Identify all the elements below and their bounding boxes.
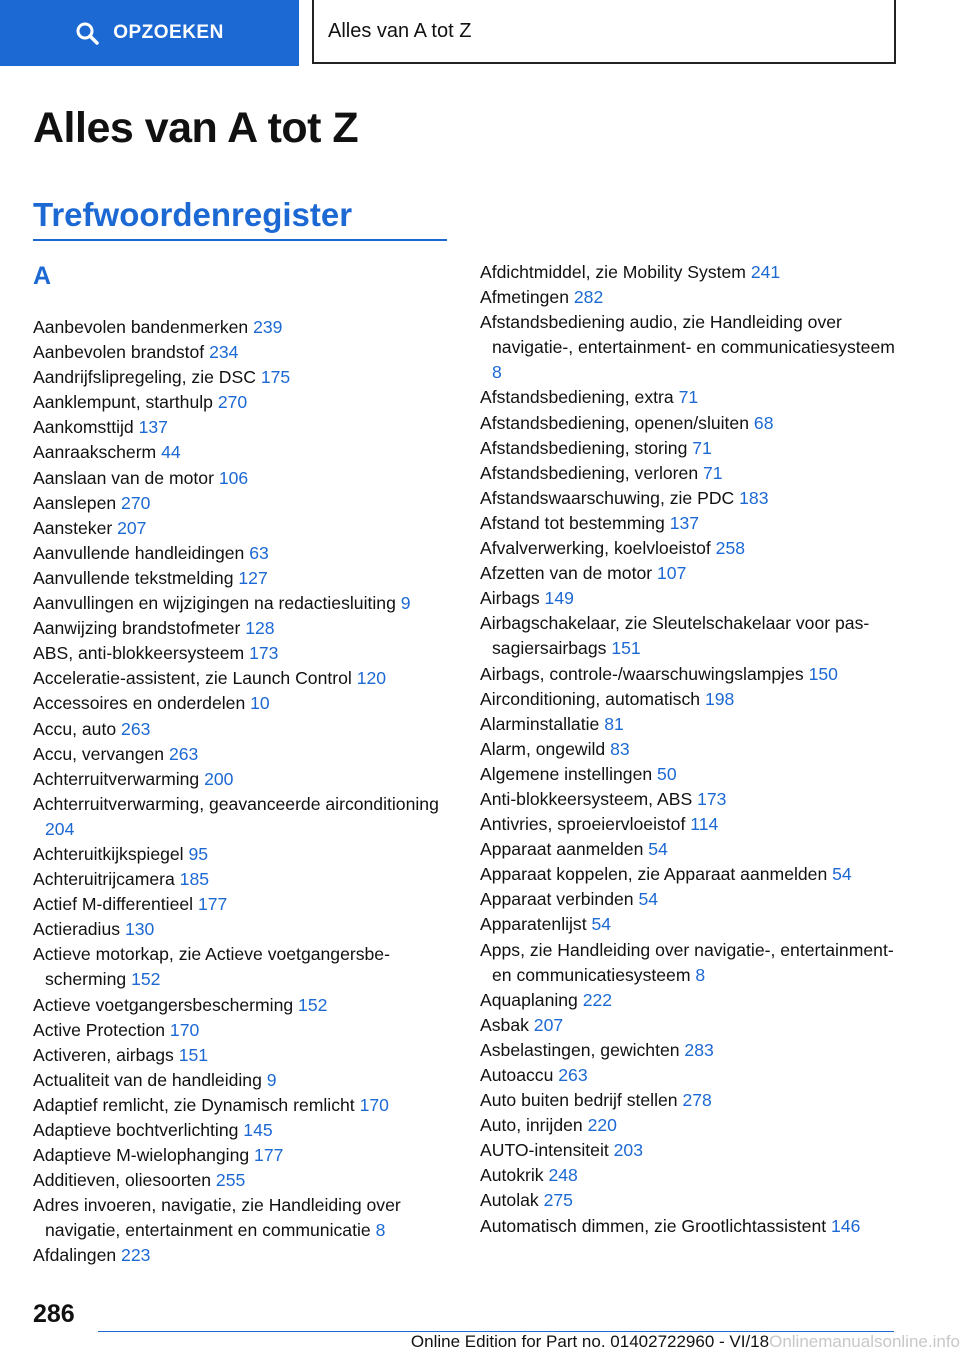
index-entry-page-link[interactable]: 177 [254, 1145, 284, 1166]
index-entry-page-link[interactable]: 9 [400, 593, 411, 614]
index-entry-page-link[interactable]: 10 [250, 693, 270, 714]
index-entry-page-link[interactable]: 222 [582, 989, 613, 1010]
index-entry [480, 762, 905, 787]
page-title: Alles van A tot Z [33, 104, 359, 152]
index-entry-page-link[interactable]: 207 [533, 1014, 564, 1035]
index-entry [33, 1143, 458, 1168]
index-entry [480, 561, 905, 586]
index-entry-page-link[interactable]: 150 [808, 663, 838, 684]
index-entry-page-link[interactable]: 198 [704, 688, 735, 709]
index-entry-text: Aanvullende handleidingen [33, 542, 245, 563]
index-entry [480, 712, 905, 737]
index-entry [33, 1193, 458, 1243]
index-entry-text: Apparaat aanmelden [480, 839, 644, 860]
index-entry [480, 1088, 905, 1113]
index-entry [33, 917, 458, 942]
index-entry [33, 666, 458, 691]
index-entry-page-link[interactable]: 255 [215, 1170, 246, 1191]
index-entry-text: Automatisch dimmen, zie Grootlichtassistent [480, 1215, 827, 1236]
index-entry [33, 892, 458, 917]
index-entry [33, 1168, 458, 1193]
index-entry [33, 767, 458, 792]
index-entry-page-link[interactable]: 173 [697, 788, 727, 809]
index-entry-page-link[interactable]: 95 [188, 843, 209, 864]
index-entry-text: Airbags [480, 588, 540, 609]
index-entry-page-link[interactable]: 234 [209, 342, 239, 363]
index-entry [480, 662, 905, 687]
index-entry-text: Apparaat verbinden [480, 889, 634, 910]
index-entry [33, 742, 458, 767]
breadcrumb[interactable]: Alles van A tot Z [312, 0, 896, 64]
index-entry [480, 586, 905, 611]
index-entry-page-link[interactable]: 149 [544, 588, 574, 609]
index-entry-text: Asbelastingen, gewichten [480, 1039, 680, 1060]
index-entry [33, 792, 458, 842]
index-entry-page-link[interactable]: 270 [217, 392, 248, 413]
index-entry-text: Actieradius [33, 919, 121, 940]
index-entry-text: Aquaplaning [480, 989, 578, 1010]
index-entry [33, 616, 458, 641]
index-entry-text: Auto, inrijden [480, 1115, 583, 1136]
index-entry-page-link[interactable]: 54 [591, 914, 612, 935]
index-entry-text: Apparatenlijst [480, 914, 587, 935]
index-entry-text: Afdalingen [33, 1245, 117, 1266]
index-entry-page-link[interactable]: 114 [690, 814, 719, 835]
index-entry-text: Afstandsbediening, openen/sluiten [480, 412, 750, 433]
top-bar [0, 0, 960, 66]
index-entry-text: Autoaccu [480, 1065, 554, 1085]
index-entry [33, 1118, 458, 1143]
index-entry [480, 1188, 905, 1213]
index-entry [33, 541, 458, 566]
index-entry-page-link[interactable]: 263 [121, 718, 151, 739]
index-entry [33, 466, 458, 491]
index-entry-text: Adaptieve bochtverlichting [33, 1120, 239, 1140]
index-entry-page-link[interactable]: 200 [204, 768, 234, 789]
index-entry-page-link[interactable]: 68 [753, 412, 774, 433]
index-entry-page-link[interactable]: 83 [610, 738, 630, 759]
index-entry-text: Afstandsbediening, storing [480, 437, 688, 458]
index-entry-text: Adres invoeren, navigatie, zie Handleiding over navigatie, entertainment en communicatie [33, 1195, 401, 1241]
index-entry-page-link[interactable]: 146 [831, 1215, 861, 1236]
index-entry-text: Adaptief remlicht, zie Dynamisch remlicht [33, 1094, 355, 1115]
index-entry-text: Achteruitkijkspiegel [33, 843, 184, 864]
index-entry [480, 1163, 905, 1188]
footer-edition: Online Edition for Part no. 01402722960 - VI/18 [410, 1332, 770, 1351]
index-entry-page-link[interactable]: 54 [648, 839, 668, 860]
index-entry [480, 260, 905, 285]
page-number: 286 [33, 1300, 75, 1328]
index-entry-text: Alarm, ongewild [480, 738, 606, 759]
index-entry-page-link[interactable]: 151 [611, 638, 641, 659]
index-entry-page-link[interactable]: 239 [253, 317, 283, 337]
index-entry-page-link[interactable]: 241 [750, 262, 781, 282]
index-entry [480, 837, 905, 862]
index-entry [33, 365, 458, 390]
index-entry [33, 516, 458, 541]
index-entry-page-link[interactable]: 128 [245, 618, 275, 639]
index-entry [33, 315, 458, 340]
index-entry-text: Afmetingen [480, 287, 569, 308]
index-entry-page-link[interactable]: 44 [161, 442, 181, 463]
index-entry-text: Autokrik [480, 1165, 544, 1186]
index-entry-page-link[interactable]: 173 [249, 643, 279, 664]
index-entry [480, 1063, 905, 1088]
index-entry-page-link[interactable]: 152 [298, 994, 328, 1015]
index-entry-text: Aansteker [33, 517, 113, 538]
index-entry-page-link[interactable]: 207 [117, 517, 147, 538]
index-entry-text: Anti-blokkeersysteem, ABS [480, 788, 693, 809]
index-entry-page-link[interactable]: 275 [543, 1190, 573, 1211]
index-entry-page-link[interactable]: 283 [684, 1039, 714, 1060]
index-entry [480, 1138, 905, 1163]
index-entry-text: Actieve voetgangersbescherming [33, 994, 294, 1015]
index-entry-text: Active Protection [33, 1019, 166, 1040]
index-column-right [480, 260, 905, 1239]
index-entry [480, 436, 905, 461]
index-entry [33, 491, 458, 516]
index-entry-text: Aanvullingen en wijzigingen na redactiesluiting [33, 593, 396, 614]
index-entry [33, 591, 458, 616]
index-entry [480, 912, 905, 937]
index-entry-page-link[interactable]: 185 [179, 869, 210, 890]
index-entry-text: Afstandsbediening, verloren [480, 462, 699, 483]
index-entry [33, 993, 458, 1018]
index-entry-page-link[interactable]: 263 [168, 743, 199, 764]
index-entry [480, 938, 905, 988]
index-entry-page-link[interactable]: 177 [197, 894, 228, 915]
index-entry [480, 687, 905, 712]
index-entry [33, 717, 458, 742]
index-entry-text: Aandrijfslipregeling, zie DSC [33, 367, 256, 388]
index-entry [480, 536, 905, 561]
index-entry [480, 1214, 905, 1239]
index-entry [33, 390, 458, 415]
index-entry [33, 440, 458, 465]
index-entry [480, 887, 905, 912]
index-entry-text: Additieven, oliesoorten [33, 1170, 212, 1191]
index-entry [33, 1243, 458, 1268]
index-entry-page-link[interactable]: 54 [832, 864, 852, 885]
index-entry-page-link[interactable]: 71 [678, 387, 699, 408]
index-entry-text: Aanwijzing brandstofmeter [33, 618, 241, 639]
index-entry-page-link[interactable]: 137 [669, 512, 700, 533]
index-entry-text: Acceleratie-assistent, zie Launch Control [33, 668, 352, 689]
index-entry-text: Airconditioning, automatisch [480, 688, 701, 709]
index-entry-text: Algemene instellingen [480, 763, 653, 784]
index-entry-text: Afstandswaarschuwing, zie PDC [480, 487, 735, 508]
index-entry [480, 511, 905, 536]
index-entry-text: Aanbevolen brandstof [33, 342, 205, 363]
index-entry-page-link[interactable]: 50 [657, 763, 677, 784]
index-entry [480, 862, 905, 887]
index-entry-text: Antivries, sproeiervloeistof [480, 814, 686, 835]
index-entry-text: AUTO-intensiteit [480, 1140, 609, 1161]
index-entry [480, 737, 905, 762]
index-entry-text: Aanklempunt, starthulp [33, 392, 213, 413]
index-entry-page-link[interactable]: 203 [613, 1140, 643, 1161]
index-entry [480, 1013, 905, 1038]
index-entry-page-link[interactable]: 151 [178, 1044, 209, 1065]
index-entry [33, 867, 458, 892]
index-entry [480, 1038, 905, 1063]
index-entry-text: Afstand tot bestemming [480, 512, 665, 533]
index-entry [480, 611, 905, 661]
index-letter: A [33, 262, 52, 290]
index-entry-text: Airbags, controle-/waarschuwingslampjes [480, 663, 804, 684]
index-entry [480, 812, 905, 837]
index-entry-text: Achterruitverwarming, geavanceerde airconditioning [33, 793, 439, 814]
index-entry-text: Adaptieve M-wielophanging [33, 1145, 250, 1166]
index-entry-page-link[interactable]: 282 [573, 287, 604, 308]
index-entry-page-link[interactable]: 8 [695, 964, 706, 985]
index-entry-page-link[interactable]: 223 [121, 1245, 151, 1266]
index-entry [480, 385, 905, 410]
index-entry-text: Auto buiten bedrijf stellen [480, 1090, 678, 1111]
index-entry-page-link[interactable]: 248 [548, 1165, 578, 1186]
index-entry-text: Afvalverwerking, koelvloeistof [480, 538, 711, 559]
index-entry-page-link[interactable]: 170 [359, 1094, 389, 1115]
index-column-left [33, 315, 458, 1269]
index-entry-page-link[interactable]: 137 [138, 417, 168, 438]
index-entry-text: Activeren, airbags [33, 1044, 174, 1065]
index-entry [33, 842, 458, 867]
index-entry [480, 285, 905, 310]
index-entry [480, 310, 905, 385]
index-entry-text: Alarminstallatie [480, 713, 600, 734]
index-entry-text: Accessoires en onderdelen [33, 693, 246, 714]
index-entry-text: Aanvullende tekstmelding [33, 567, 234, 588]
index-entry-page-link[interactable]: 175 [260, 367, 291, 388]
index-entry [33, 942, 458, 992]
index-entry-page-link[interactable]: 258 [715, 538, 746, 559]
index-entry-page-link[interactable]: 130 [124, 919, 155, 940]
index-entry-text: Aankomsttijd [33, 417, 134, 438]
index-entry-text: Aanslaan van de motor [33, 467, 214, 488]
index-entry [480, 787, 905, 812]
index-entry-page-link[interactable]: 54 [638, 889, 659, 910]
index-entry-page-link[interactable]: 145 [243, 1120, 273, 1140]
index-entry [480, 461, 905, 486]
index-entry-page-link[interactable]: 81 [604, 713, 624, 734]
index-entry-page-link[interactable]: 71 [703, 462, 723, 483]
index-entry-text: Afstandsbediening, extra [480, 387, 674, 408]
section-subtitle: Trefwoordenregister [33, 196, 353, 233]
index-entry [33, 415, 458, 440]
index-entry-page-link[interactable]: 152 [131, 969, 161, 990]
index-entry-page-link[interactable]: 63 [249, 542, 269, 563]
index-entry [33, 1068, 458, 1093]
index-entry-page-link[interactable]: 120 [356, 668, 387, 689]
index-entry [480, 486, 905, 511]
index-entry-text: Autolak [480, 1190, 539, 1211]
footer-site-mark: Onlinemanualsonline.info [769, 1332, 960, 1351]
index-entry-text: Afzetten van de motor [480, 563, 653, 584]
index-entry [33, 1018, 458, 1043]
index-entry-text: Apps, zie Handleiding over navigatie-, entertainment- en communicatiesysteem [480, 939, 894, 985]
index-entry-text: ABS, anti-blokkeersysteem [33, 643, 245, 664]
index-entry-page-link[interactable]: 183 [739, 487, 769, 508]
index-entry-text: Actief M-differentieel [33, 894, 194, 915]
index-entry-page-link[interactable]: 106 [218, 467, 249, 488]
index-entry [33, 691, 458, 716]
index-entry-page-link[interactable]: 8 [375, 1220, 386, 1241]
index-entry-text: Achterruitverwarming [33, 768, 200, 789]
index-entry-page-link[interactable]: 8 [492, 362, 502, 383]
footer [98, 1332, 960, 1352]
index-entry-page-link[interactable]: 107 [657, 563, 687, 584]
subtitle-underline [33, 239, 447, 241]
index-entry-page-link[interactable]: 9 [266, 1069, 277, 1090]
index-entry-page-link[interactable]: 278 [682, 1090, 712, 1111]
index-entry-text: Asbak [480, 1014, 529, 1035]
index-entry [33, 340, 458, 365]
index-entry-text: Accu, vervangen [33, 743, 165, 764]
index-entry-text: Afstandsbediening audio, zie Handleiding over navigatie-, entertainment- en communicatiesysteem [480, 312, 895, 358]
index-entry-page-link[interactable]: 170 [169, 1019, 200, 1040]
search-icon [75, 21, 99, 45]
index-entry [480, 1113, 905, 1138]
index-entry [480, 988, 905, 1013]
search-button-label: OPZOEKEN [113, 22, 224, 43]
index-entry-page-link[interactable]: 270 [121, 492, 151, 513]
index-entry-text: Airbagschakelaar, zie Sleutelschakelaar voor passagiersairbags [480, 613, 870, 659]
index-entry-text: Accu, auto [33, 718, 117, 739]
index-entry-page-link[interactable]: 127 [238, 567, 268, 588]
index-entry-text: Aanslepen [33, 492, 117, 513]
index-entry-page-link[interactable]: 220 [587, 1115, 617, 1136]
index-entry-text: Afdichtmiddel, zie Mobility System [480, 262, 746, 282]
index-entry [33, 641, 458, 666]
index-entry-text: Aanbevolen bandenmerken [33, 317, 249, 337]
index-entry [480, 411, 905, 436]
index-entry [33, 566, 458, 591]
index-entry-text: Apparaat koppelen, zie Apparaat aanmelden [480, 864, 828, 885]
index-entry [33, 1043, 458, 1068]
index-entry-page-link[interactable]: 263 [558, 1065, 588, 1085]
index-entry-page-link[interactable]: 71 [692, 437, 712, 458]
index-entry-text: Achteruitrijcamera [33, 869, 175, 890]
index-entry-page-link[interactable]: 204 [45, 818, 75, 839]
index-entry-text: Actieve motorkap, zie Actieve voetgangersbescherming [33, 944, 390, 990]
index-entry [33, 1093, 458, 1118]
index-entry-text: Aanraakscherm [33, 442, 157, 463]
index-entry-text: Actualiteit van de handleiding [33, 1069, 262, 1090]
search-button[interactable] [0, 0, 299, 66]
